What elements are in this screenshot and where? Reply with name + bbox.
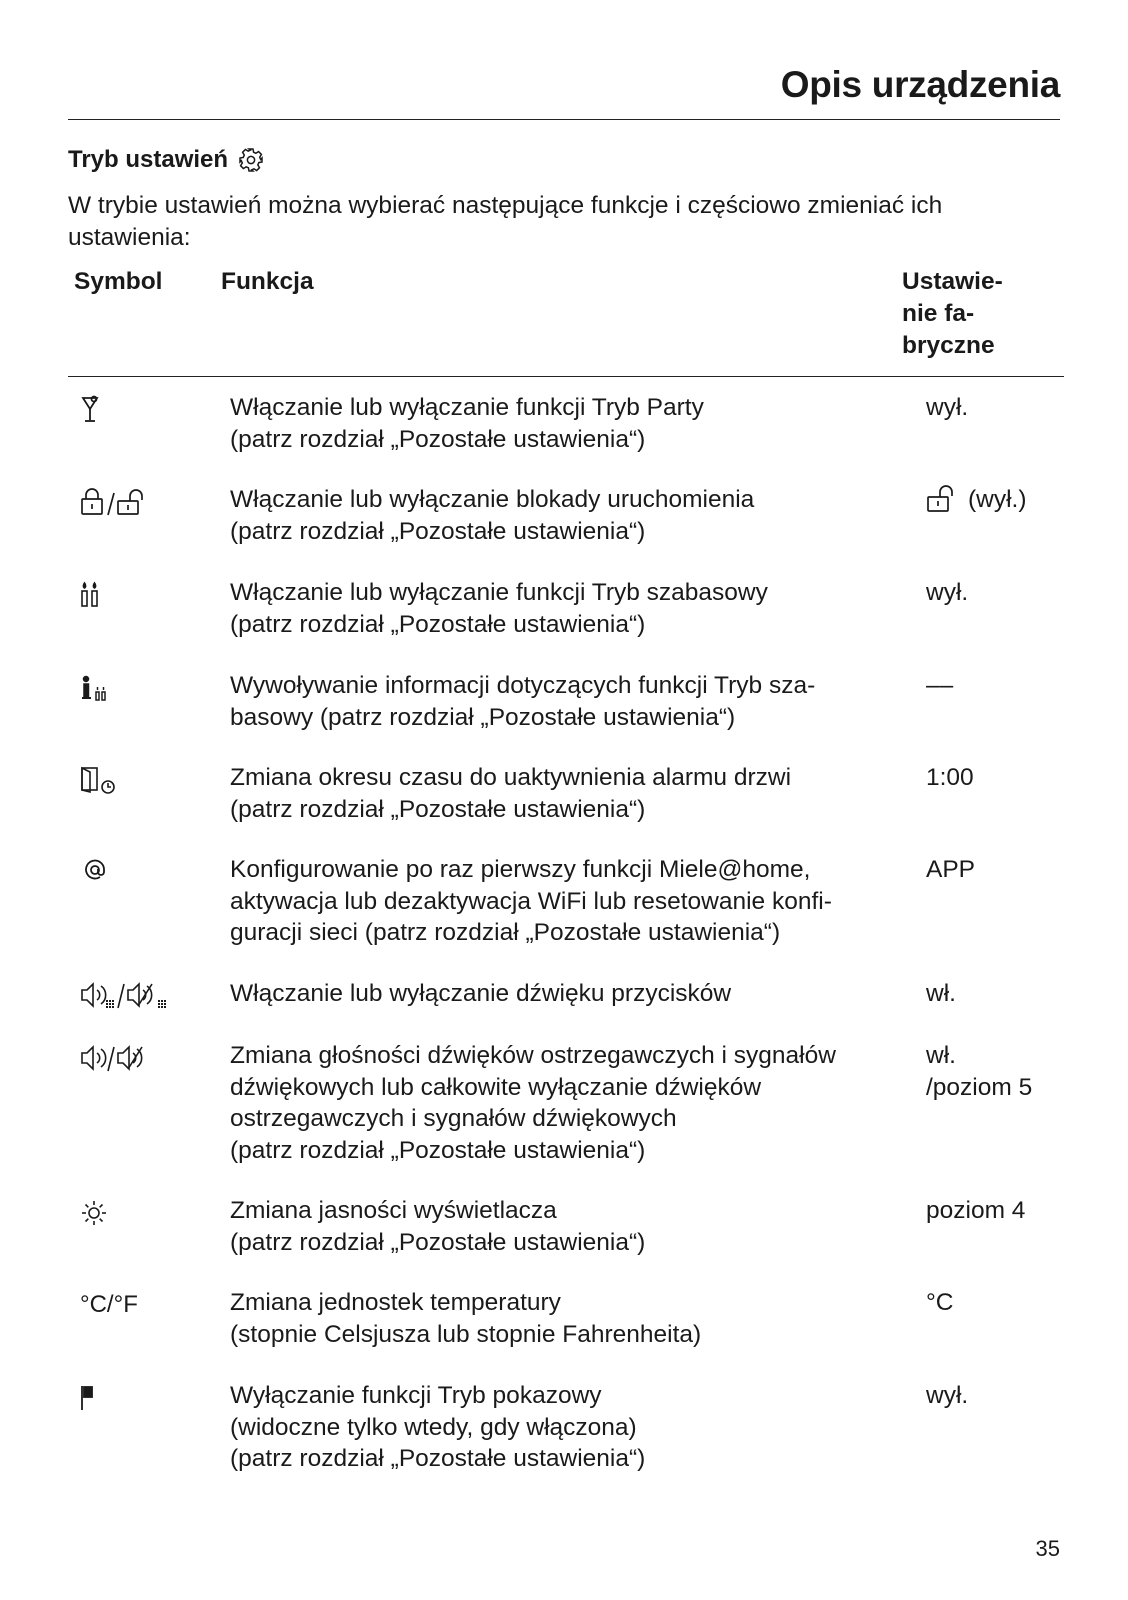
row-setting: ––	[926, 672, 954, 699]
row-setting: APP	[926, 856, 976, 883]
page-number: 35	[1035, 1536, 1060, 1561]
header-divider	[68, 119, 1060, 120]
brightness-icon	[80, 1197, 108, 1229]
section-title: Tryb ustawień	[68, 146, 229, 173]
row-setting: wł. /poziom 5	[926, 1042, 1033, 1101]
door-alarm-clock-icon	[80, 764, 120, 796]
row-function: Zmiana okresu czasu do uaktywnienia alarmu drzwi (patrz rozdział „Pozostałe ustawienia“)	[230, 764, 792, 823]
row-function: Wywoływanie informacji dotyczących funkcji Tryb sza- basowy (patrz rozdział „Pozostałe ustawienia“)	[230, 672, 816, 731]
row-function: Zmiana jednostek temperatury (stopnie Celsjusza lub stopnie Fahrenheita)	[230, 1289, 702, 1348]
party-glass-icon	[80, 394, 100, 426]
info-sabbath-icon	[80, 672, 110, 704]
sabbath-candles-icon	[80, 579, 100, 611]
row-function: Włączanie lub wyłączanie dźwięku przycisków	[230, 980, 732, 1007]
row-setting: wył.	[926, 579, 969, 606]
row-function: Włączanie lub wyłączanie blokady uruchomienia (patrz rozdział „Pozostałe ustawienia“)	[230, 486, 755, 545]
demo-flag-icon	[80, 1382, 96, 1414]
temperature-unit-icon: °C/°F	[80, 1291, 138, 1318]
unlock-icon	[926, 484, 960, 514]
row-setting: poziom 4	[926, 1197, 1026, 1224]
row-function: Zmiana jasności wyświetlacza (patrz rozdział „Pozostałe ustawienia“)	[230, 1197, 646, 1256]
row-setting: °C	[926, 1289, 954, 1316]
section-heading	[68, 146, 264, 174]
row-setting: (wył.)	[926, 484, 1096, 516]
volume-mute-icon	[80, 1042, 156, 1074]
intro-paragraph: W trybie ustawień można wybierać następujące funkcje i częściowo zmieniać ich ustawienia:	[68, 192, 943, 251]
gear-icon	[238, 147, 264, 173]
column-header-function: Funkcja	[221, 268, 314, 295]
row-function: Konfigurowanie po raz pierwszy funkcji Miele@home, aktywacja lub dezaktywacja WiFi lub resetowanie konfi- guracji sieci (patrz rozdział „Pozostałe ustawienia“)	[230, 856, 832, 946]
row-function: Włączanie lub wyłączanie funkcji Tryb szabasowy (patrz rozdział „Pozostałe ustawienia“)	[230, 579, 768, 638]
table-header-divider	[68, 376, 1064, 377]
row-setting: wł.	[926, 980, 956, 1007]
keypad-sound-icon	[80, 980, 186, 1012]
page-title: Opis urządzenia	[780, 64, 1060, 105]
row-setting: 1:00	[926, 764, 974, 791]
row-function: Włączanie lub wyłączanie funkcji Tryb Party (patrz rozdział „Pozostałe ustawienia“)	[230, 394, 704, 453]
column-header-factory-setting: Ustawie- nie fa- bryczne	[902, 268, 1003, 359]
row-function: Wyłączanie funkcji Tryb pokazowy (widoczne tylko wtedy, gdy włączona) (patrz rozdział „Pozostałe ustawienia“)	[230, 1382, 646, 1472]
row-setting: wył.	[926, 394, 969, 421]
row-function: Zmiana głośności dźwięków ostrzegawczych i sygnałów dźwiękowych lub całkowite wyłączanie dźwięków ostrzegawczych i sygnałów dźwiękowych (patrz rozdział „Pozostałe ustawienia“)	[230, 1042, 836, 1164]
miele-at-home-icon	[80, 856, 110, 888]
column-header-symbol: Symbol	[74, 268, 163, 295]
lock-unlock-icon	[80, 486, 148, 518]
row-setting: wył.	[926, 1382, 969, 1409]
